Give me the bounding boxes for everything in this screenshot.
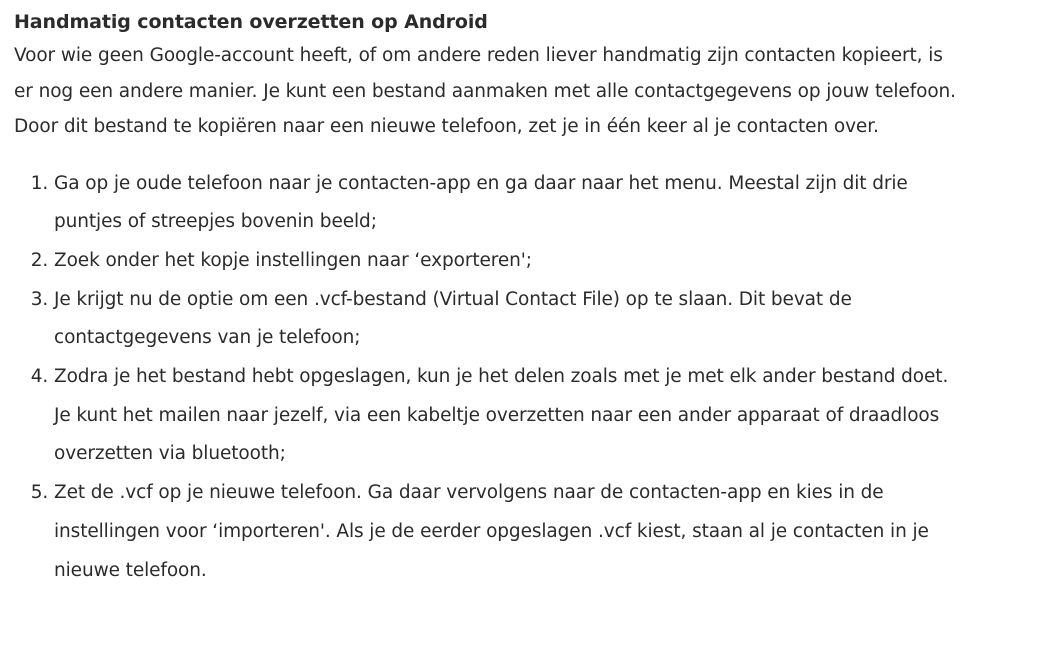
list-item-step-1: 1. Ga op je oude telefoon naar je contacten-app en ga daar naar het menu. Meestal zijn dit drie puntjes of streepjes bovenin beeld; (54, 165, 960, 242)
list-item-step-4: 4. Zodra je het bestand hebt opgeslagen, kun je het delen zoals met je met elk ander bestand doet. Je kunt het mailen naar jezelf, via een kabeltje overzetten naar een ander apparaat of draadloos overzetten via bluetooth; (54, 358, 960, 474)
steps-list (14, 165, 960, 591)
list-item-step-3: 3. Je krijgt nu de optie om een .vcf-bestand (Virtual Contact File) op te slaan. Dit bevat de contactgegevens van je telefoon; (54, 281, 960, 358)
section-heading: Handmatig contacten overzetten op Android (14, 11, 488, 33)
intro-paragraph: Voor wie geen Google-account heeft, of om andere reden liever handmatig zijn contacten kopieert, is er nog een andere manier. Je kunt een bestand aanmaken met alle contactgegevens op jouw telefoon. Door dit bestand te kopiëren naar een nieuwe telefoon, zet je in één keer al je contacten over. (14, 45, 956, 137)
list-item-step-2: 2. Zoek onder het kopje instellingen naar ‘exporteren'; (54, 242, 960, 281)
list-item-step-5: 5. Zet de .vcf op je nieuwe telefoon. Ga daar vervolgens naar de contacten-app en kies in de instellingen voor ‘importeren'. Als je de eerder opgeslagen .vcf kiest, staan al je contacten in je nieuwe telefoon. (54, 474, 960, 590)
